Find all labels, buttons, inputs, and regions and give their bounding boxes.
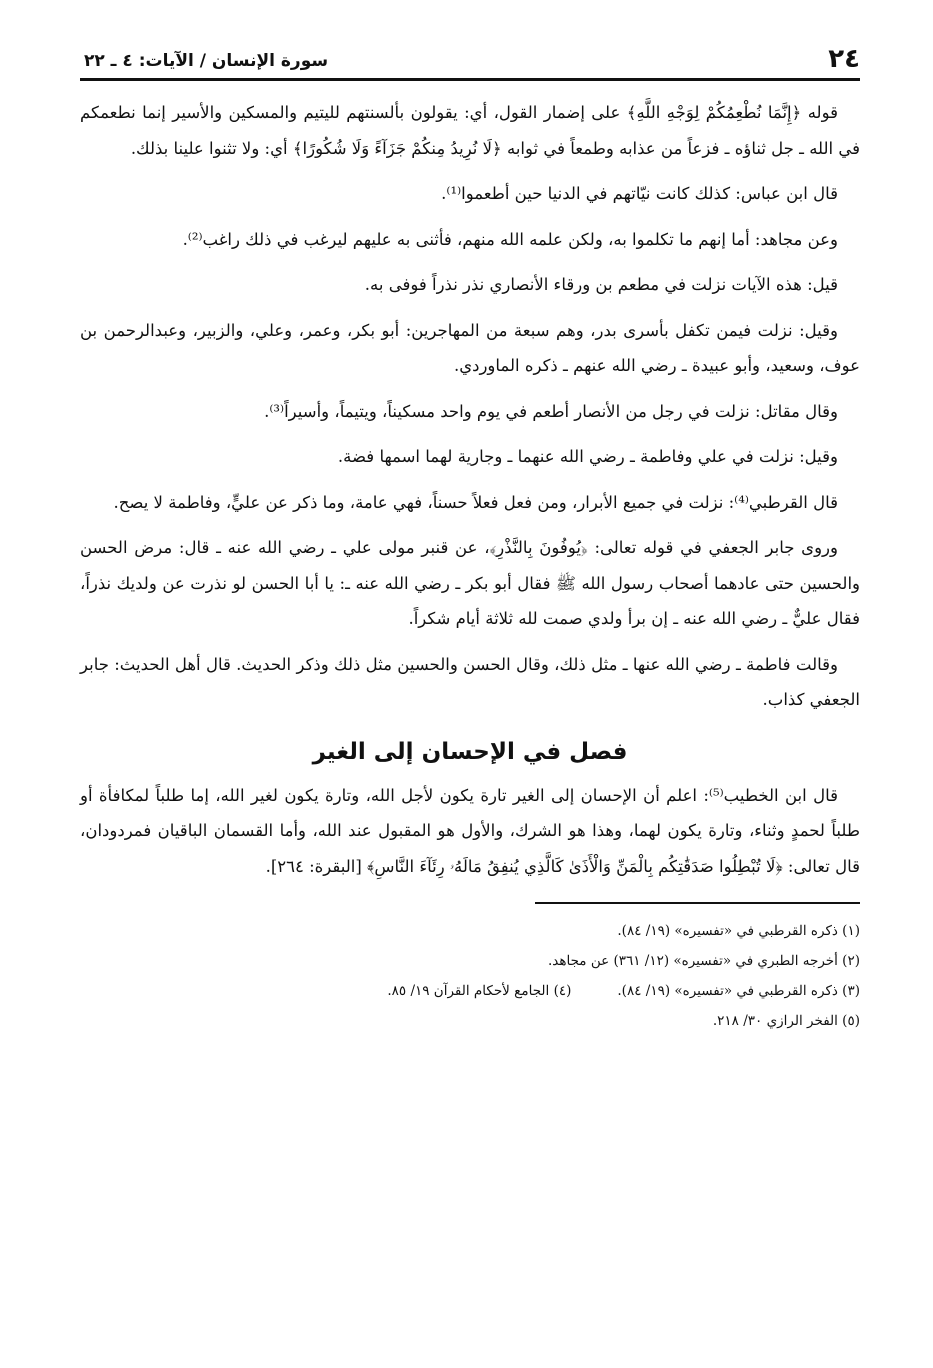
footnotes [80, 916, 860, 1036]
paragraph-jabir-narration: وروى جابر الجعفي في قوله تعالى: ﴿يُوفُونَ بِالنَّذْرِ﴾، عن قنبر مولى علي ـ رضي الله عنه ـ قال: مرض الحسن والحسين حتى عادهما أصحاب رسول الله ﷺ فقال أبو بكر ـ رضي الله عنه ـ: يا أبا الحسن لو نذرت عن ولديك نذراً، فقال عليٌّ ـ رضي الله عنه ـ إن برأ ولدي صمت لله ثلاثة أيام شكراً. [80, 538, 860, 628]
footnote-separator [535, 902, 860, 904]
footnote-1: (١) ذكره القرطبي في «تفسيره» (١٩/ ٨٤). [617, 922, 860, 939]
footnote-4: (٤) الجامع لأحكام القرآن ١٩/ ٨٥. [387, 982, 572, 999]
header-rule [80, 78, 860, 81]
footnote-5: (٥) الفخر الرازي ٣٠/ ٢١٨. [712, 1012, 860, 1029]
paragraph-badr-captives: وقيل: نزلت فيمن تكفل بأسرى بدر، وهم سبعة من المهاجرين: أبو بكر، وعمر، وعلي، والزبير، وعبدالرحمن بن عوف، وسعيد، وأبو عبيدة ـ رضي الله عنهم ـ ذكره الماوردي. [80, 320, 860, 375]
page-number: ٢٤ [828, 44, 860, 74]
page-header [80, 38, 860, 74]
paragraph-qurtubi: قال القرطبي⁽⁴⁾: نزلت في جميع الأبرار، ومن فعل فعلاً حسناً، فهي عامة، وما ذكر عن عليٍّ، وفاطمة لا يصح. [113, 492, 838, 512]
footnote-3: (٣) ذكره القرطبي في «تفسيره» (١٩/ ٨٤). [617, 982, 860, 999]
paragraph-muqatil: وقال مقاتل: نزلت في رجل من الأنصار أطعم في يوم واحد مسكيناً، ويتيماً، وأسيراً⁽³⁾. [264, 401, 838, 421]
section-heading: فصل في الإحسان إلى الغير [312, 738, 628, 765]
paragraph-fatima-vow: وقالت فاطمة ـ رضي الله عنها ـ مثل ذلك، وقال الحسن والحسين مثل ذلك وذكر الحديث. قال أهل الحديث: جابر الجعفي كذاب. [80, 654, 860, 709]
paragraph-ibn-abbas: قال ابن عباس: كذلك كانت نيّاتهم في الدنيا حين أطعموا⁽¹⁾. [441, 184, 838, 203]
body-text [80, 95, 860, 718]
paragraph-ibn-khatib: قال ابن الخطيب⁽⁵⁾: اعلم أن الإحسان إلى الغير تارة يكون لأجل الله، وتارة يكون لغير الله، إما طلباً لمكافأة أو طلباً لحمدٍ وثناء، وتارة يكون لهما، وهذا هو الشرك، والأول هو المقبول عند الله، وأما القسمان الباقيان فمردودان، قال تعالى: ﴿لَا تُبْطِلُوا صَدَقَٰتِكُم بِالْمَنِّ وَالْأَذَىٰ كَالَّذِي يُنفِقُ مَالَهُۥ رِئَآءَ النَّاسِ﴾ [البقرة: ٢٦٤]. [80, 785, 860, 876]
paragraph-verse-explanation: قوله ﴿إِنَّمَا نُطْعِمُكُمْ لِوَجْهِ اللَّهِ﴾ على إضمار القول، أي: يقولون بألسنتهم لليتيم والمسكين والأسير إنما نطعمكم في الله ـ جل ثناؤه ـ فزعاً من عذابه وطمعاً في ثوابه ﴿لَا نُرِيدُ مِنكُمْ جَزَآءً وَلَا شُكُورًا﴾ أي: ولا تثنوا علينا بذلك. [80, 103, 860, 158]
footnote-2: (٢) أخرجه الطبري في «تفسيره» (١٢/ ٣٦١) عن مجاهد. [547, 952, 860, 969]
book-page [80, 38, 860, 1036]
paragraph-mutim: قيل: هذه الآيات نزلت في مطعم بن ورقاء الأنصاري نذر نذراً فوفى به. [364, 275, 838, 294]
running-title: سورة الإنسان / الآيات: ٤ ـ ٢٢ [84, 51, 329, 71]
paragraph-mujahid: وعن مجاهد: أما إنهم ما تكلموا به، ولكن علمه الله منهم، فأثنى به عليهم ليرغب في ذلك راغب⁽²⁾. [182, 229, 838, 249]
paragraph-ali-fatima: وقيل: نزلت في علي وفاطمة ـ رضي الله عنهما ـ وجارية لهما اسمها فضة. [337, 447, 838, 466]
footnote-row-3-4 [80, 976, 860, 1006]
